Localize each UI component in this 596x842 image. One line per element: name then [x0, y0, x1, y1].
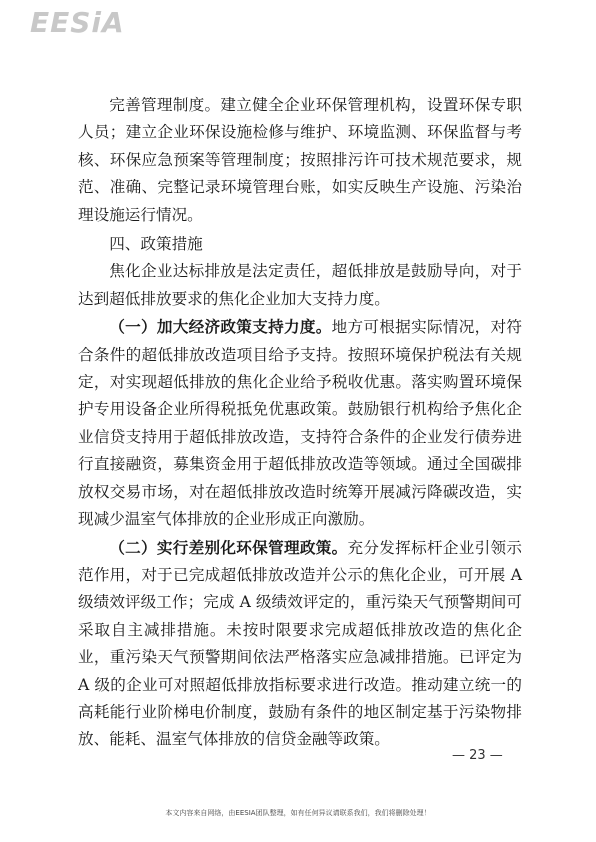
page-number: — 23 —	[452, 748, 503, 763]
document-body	[78, 92, 522, 754]
economic-policy-text: 地方可根据实际情况，对符合条件的超低排放改造项目给予支持。按照环境保护税法有关规定，对实现超低排放的焦化企业给予税收优惠。落实购置环境保护专用设备企业所得税抵免优惠政策。鼓励银行机构给予焦化企业信贷支持用于超低排放改造，支持符合条件的企业发行债券进行直接融资，募集资金用于超低排放改造等领域。通过全国碳排放权交易市场，对在超低排放改造时统筹开展减污降碳改造，实现减少温室气体排放的企业形成正向激励。	[78, 318, 522, 529]
differentiated-policy-text: 充分发挥标杆企业引领示范作用，对于已完成超低排放改造并公示的焦化企业，可开展 A 级绩效评级工作；完成 A 级绩效评定的，重污染天气预警期间可采取自主减排措施。未按时限要求完成超低排放改造的焦化企业，重污染天气预警期间依法严格落实应急减排措施。已评定为 A 级的企业可对照超低排放指标要求进行改造。推动建立统一的高耗能行业阶梯电价制度，鼓励有条件的地区制定基于污染物排放、能耗、温室气体排放的信贷金融等政策。	[78, 538, 522, 749]
subheading-economic-policy: （一）加大经济政策支持力度。	[109, 317, 332, 337]
paragraph-management: 完善管理制度。建立健全企业环保管理机构，设置环保专职人员；建立企业环保设施检修与维护、环境监测、环保监督与考核、环保应急预案等管理制度；按照排污许可技术规范要求，规范、准确、完整记录环境管理台账，如实反映生产设施、污染治理设施运行情况。	[78, 96, 522, 224]
paragraph-economic-policy	[78, 313, 522, 533]
paragraph-policy-intro: 焦化企业达标排放是法定责任，超低排放是鼓励导向，对于达到超低排放要求的焦化企业加大支持力度。	[78, 262, 522, 308]
section-heading-policy: 四、政策措施	[109, 235, 203, 254]
subheading-differentiated-policy: （二）实行差别化环保管理政策。	[109, 537, 348, 557]
paragraph-differentiated-policy	[78, 534, 522, 754]
footer-disclaimer: 本文内容来自网络，由EESIA团队整理，如有任何异议请联系我们，我们将删除处理！	[165, 809, 431, 817]
eesia-logo: EESiA	[30, 6, 125, 39]
